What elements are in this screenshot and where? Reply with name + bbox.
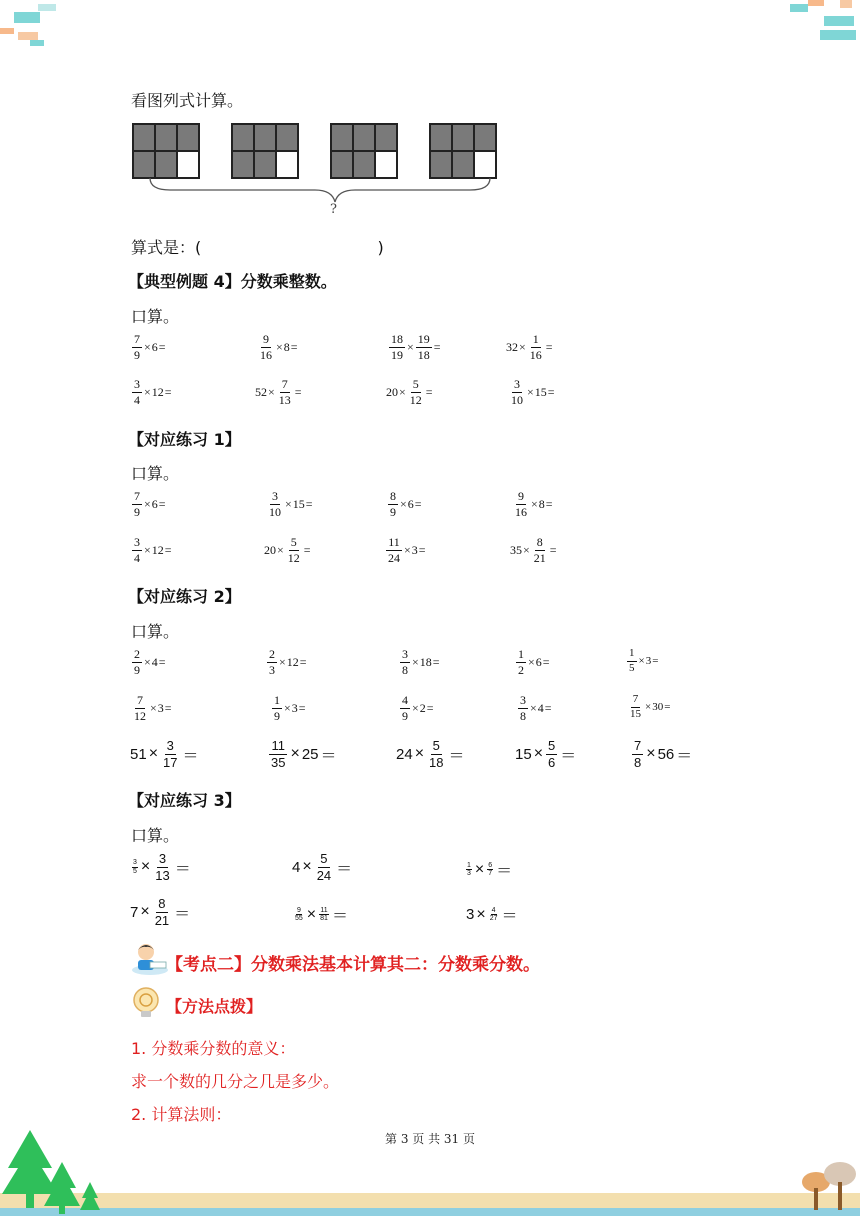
formula-close: ) xyxy=(377,238,384,257)
math-expression: $\frac{7}{9}$ × 6 = xyxy=(134,489,166,519)
math-expression: 52 × $\frac{7}{13}$ = xyxy=(255,377,302,407)
math-expression: $\frac{3}{10}$ × 15 = xyxy=(269,489,313,519)
grid-box xyxy=(429,123,497,179)
example4-instruction: 口算。 xyxy=(131,307,180,326)
question-mark: ? xyxy=(330,202,337,217)
math-expression: $\frac{7}{8}$ × 56 ＝ xyxy=(634,738,693,770)
intro-heading: 看图列式计算。 xyxy=(131,91,244,110)
grid-box xyxy=(132,123,200,179)
practice3-instruction: 口算。 xyxy=(131,826,180,845)
corner-decoration-right xyxy=(780,0,860,50)
math-expression: $\frac{3}{5}$ × $\frac{3}{13}$ ＝ xyxy=(133,851,191,883)
section2-title: 【考点二】分数乘法基本计算其二：分数乘分数。 xyxy=(166,955,540,975)
point2-label: 2. 计算法则： xyxy=(131,1105,232,1124)
practice2-instruction: 口算。 xyxy=(131,622,180,641)
math-expression: $\frac{18}{19}$ × $\frac{19}{18}$ = xyxy=(391,332,441,362)
grid-box xyxy=(231,123,299,179)
formula-label: 算式是：( xyxy=(131,238,202,257)
math-expression: 20 × $\frac{5}{12}$ = xyxy=(264,535,311,565)
math-expression: 32 × $\frac{1}{16}$ = xyxy=(506,332,553,362)
math-expression: 3 × $\frac{4}{27}$ ＝ xyxy=(466,905,518,925)
math-expression: $\frac{8}{9}$ × 6 = xyxy=(390,489,422,519)
math-expression: $\frac{2}{9}$ × 4 = xyxy=(134,647,166,677)
math-expression: $\frac{1}{3}$ × $\frac{6}{7}$ ＝ xyxy=(467,860,513,880)
math-expression: 20 × $\frac{5}{12}$ = xyxy=(386,377,433,407)
math-expression: $\frac{9}{55}$ × $\frac{11}{81}$ ＝ xyxy=(295,905,348,925)
example4-title: 【典型例题 4】分数乘整数。 xyxy=(128,272,337,291)
curly-brace xyxy=(140,176,500,206)
math-expression: $\frac{11}{35}$ × 25 ＝ xyxy=(271,738,337,770)
mushroom-trees-icon xyxy=(796,1160,860,1216)
math-expression: $\frac{3}{4}$ × 12 = xyxy=(134,535,172,565)
math-expression: $\frac{3}{10}$ × 15 = xyxy=(511,377,555,407)
practice2-title: 【对应练习 2】 xyxy=(128,587,241,606)
corner-decoration-left xyxy=(0,0,80,50)
practice1-title: 【对应练习 1】 xyxy=(128,430,241,449)
practice1-instruction: 口算。 xyxy=(131,464,180,483)
page-number: 第 3 页 共 31 页 xyxy=(385,1132,475,1146)
trees-decoration-icon xyxy=(0,1128,110,1216)
math-expression: $\frac{9}{16}$ × 8 = xyxy=(260,332,298,362)
point1-text: 求一个数的几分之几是多少。 xyxy=(131,1072,340,1091)
math-expression: 7 × $\frac{8}{21}$ ＝ xyxy=(130,896,191,928)
practice3-title: 【对应练习 3】 xyxy=(128,791,241,810)
grid-box xyxy=(330,123,398,179)
math-expression: $\frac{7}{15}$ × 30 = xyxy=(630,693,671,720)
water-strip xyxy=(0,1208,860,1216)
math-expression: $\frac{1}{5}$ × 3 = xyxy=(629,647,659,674)
math-expression: $\frac{1}{9}$ × 3 = xyxy=(274,693,306,723)
formula-line xyxy=(131,235,384,258)
math-expression: $\frac{7}{9}$ × 6 = xyxy=(134,332,166,362)
math-expression: 51 × $\frac{3}{17}$ ＝ xyxy=(130,738,199,770)
math-expression: $\frac{3}{8}$ × 18 = xyxy=(402,647,440,677)
math-expression: $\frac{3}{4}$ × 12 = xyxy=(134,377,172,407)
math-expression: 24 × $\frac{5}{18}$ ＝ xyxy=(396,738,465,770)
math-expression: $\frac{2}{3}$ × 12 = xyxy=(269,647,307,677)
method-title: 【方法点拨】 xyxy=(166,997,263,1016)
lightbulb-icon xyxy=(131,986,161,1020)
math-expression: 15 × $\frac{5}{6}$ ＝ xyxy=(515,738,577,770)
math-expression: $\frac{9}{16}$ × 8 = xyxy=(515,489,553,519)
math-expression: $\frac{4}{9}$ × 2 = xyxy=(402,693,434,723)
math-expression: 35 × $\frac{8}{21}$ = xyxy=(510,535,557,565)
point1-label: 1. 分数乘分数的意义： xyxy=(131,1039,296,1058)
math-expression: $\frac{7}{12}$ × 3 = xyxy=(134,693,172,723)
math-expression: 4 × $\frac{5}{24}$ ＝ xyxy=(292,851,353,883)
math-expression: $\frac{1}{2}$ × 6 = xyxy=(518,647,550,677)
math-expression: $\frac{11}{24}$ × 3 = xyxy=(388,535,426,565)
math-expression: $\frac{3}{8}$ × 4 = xyxy=(520,693,552,723)
